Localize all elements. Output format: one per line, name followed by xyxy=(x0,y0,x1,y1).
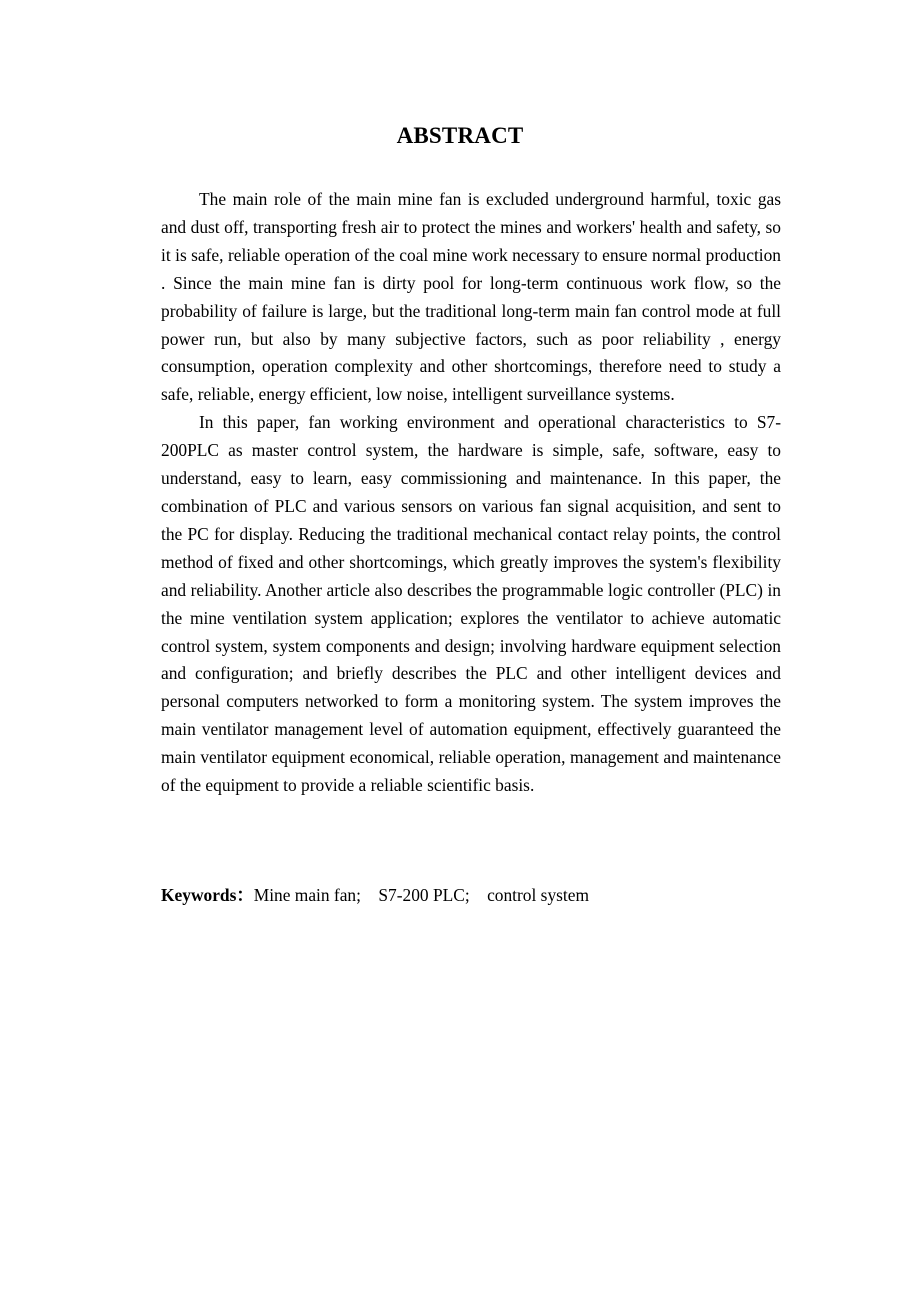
abstract-paragraph-2: In this paper, fan working environment and operational characteristics to S7-200PLC as master control system, the hardware is simple, safe, software, easy to understand, easy to learn, easy commissioning and maintenance. In this paper, the combination of PLC and various sensors on various fan signal acquisition, and sent to the PC for display. Reducing the traditional mechanical contact relay points, the control method of fixed and other shortcomings, which greatly improves the system's flexibility and reliability. Another article also describes the programmable logic controller (PLC) in the mine ventilation system application; explores the ventilator to achieve automatic control system, system components and design; involving hardware equipment selection and configuration; and briefly describes the PLC and other intelligent devices and personal computers networked to form a monitoring system. The system improves the main ventilator management level of automation equipment, effectively guaranteed the main ventilator equipment economical, reliable operation, management and maintenance of the equipment to provide a reliable scientific basis. xyxy=(161,412,781,796)
keywords-line xyxy=(161,881,781,909)
abstract-paragraph-1: The main role of the main mine fan is excluded underground harmful, toxic gas and dust off, transporting fresh air to protect the mines and workers' health and safety, so it is safe, reliable operation of the coal mine work necessary to ensure normal production . Since the main mine fan is dirty pool for long-term continuous work flow, so the probability of failure is large, but the traditional long-term main fan control mode at full power run, but also by many subjective factors, such as poor reliability , energy consumption, operation complexity and other shortcomings, therefore need to study a safe, reliable, energy efficient, low noise, intelligent surveillance systems. xyxy=(161,189,781,405)
keywords-label: Keywords： xyxy=(161,885,254,905)
keywords-list: Mine main fan; S7-200 PLC; control system xyxy=(253,885,589,905)
abstract-title: ABSTRACT xyxy=(396,123,524,148)
abstract-body xyxy=(161,186,781,800)
